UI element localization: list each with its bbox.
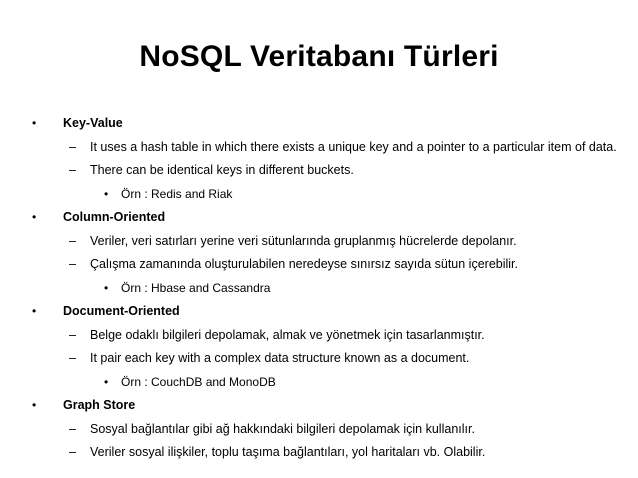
bullet-marker: • [104,186,109,201]
sub-point-text: It pair each key with a complex data structure known as a document. [90,351,470,365]
section-label: Column-Oriented [63,210,166,224]
sub-point [32,324,622,348]
bullet-marker: • [32,398,37,412]
sub-point-text: Veriler, veri satırları yerine veri sütunlarında gruplanmış hücrelerde depolanır. [90,233,517,248]
section-label: Document-Oriented [63,304,180,318]
section-label: Graph Store [63,398,136,412]
section-key-value [32,112,622,136]
section-column-oriented [32,206,622,230]
bullet-marker: • [104,280,109,295]
slide-title: NoSQL Veritabanı Türleri [139,40,499,73]
bullet-marker: • [32,210,37,224]
dash-marker: – [69,445,76,459]
section-document-oriented [32,300,622,324]
slide-content [32,112,622,465]
sub-point-text: There can be identical keys in different buckets. [90,163,354,177]
dash-marker: – [69,421,76,436]
example-point [32,277,622,301]
dash-marker: – [69,163,76,177]
sub-point [32,253,622,277]
example-point [32,371,622,395]
sub-point-text: Çalışma zamanında oluşturulabilen neredeyse sınırsız sayıda sütun içerebilir. [90,257,518,271]
dash-marker: – [69,327,76,342]
section-graph-store [32,394,622,418]
bullet-marker: • [104,374,109,389]
sub-point-text: Sosyal bağlantılar gibi ağ hakkındaki bilgileri depolamak için kullanılır. [90,421,475,436]
section-label: Key-Value [63,116,123,130]
sub-point-text: Belge odaklı bilgileri depolamak, almak ve yönetmek için tasarlanmıştır. [90,327,485,342]
sub-point-text: Veriler sosyal ilişkiler, toplu taşıma bağlantıları, yol haritaları vb. Olabilir. [90,445,486,459]
sub-point [32,159,622,183]
sub-point-text: It uses a hash table in which there exists a unique key and a pointer to a particular item of data. [90,139,617,154]
example-text: Örn : Hbase and Cassandra [121,280,271,295]
sub-point [32,136,622,160]
sub-point [32,441,622,465]
example-text: Örn : Redis and Riak [121,186,233,201]
dash-marker: – [69,351,76,365]
dash-marker: – [69,139,76,154]
dash-marker: – [69,257,76,271]
bullet-marker: • [32,116,37,130]
bullet-marker: • [32,304,37,318]
example-text: Örn : CouchDB and MonoDB [121,374,276,389]
dash-marker: – [69,233,76,248]
sub-point [32,230,622,254]
example-point [32,183,622,207]
sub-point [32,347,622,371]
sub-point [32,418,622,442]
